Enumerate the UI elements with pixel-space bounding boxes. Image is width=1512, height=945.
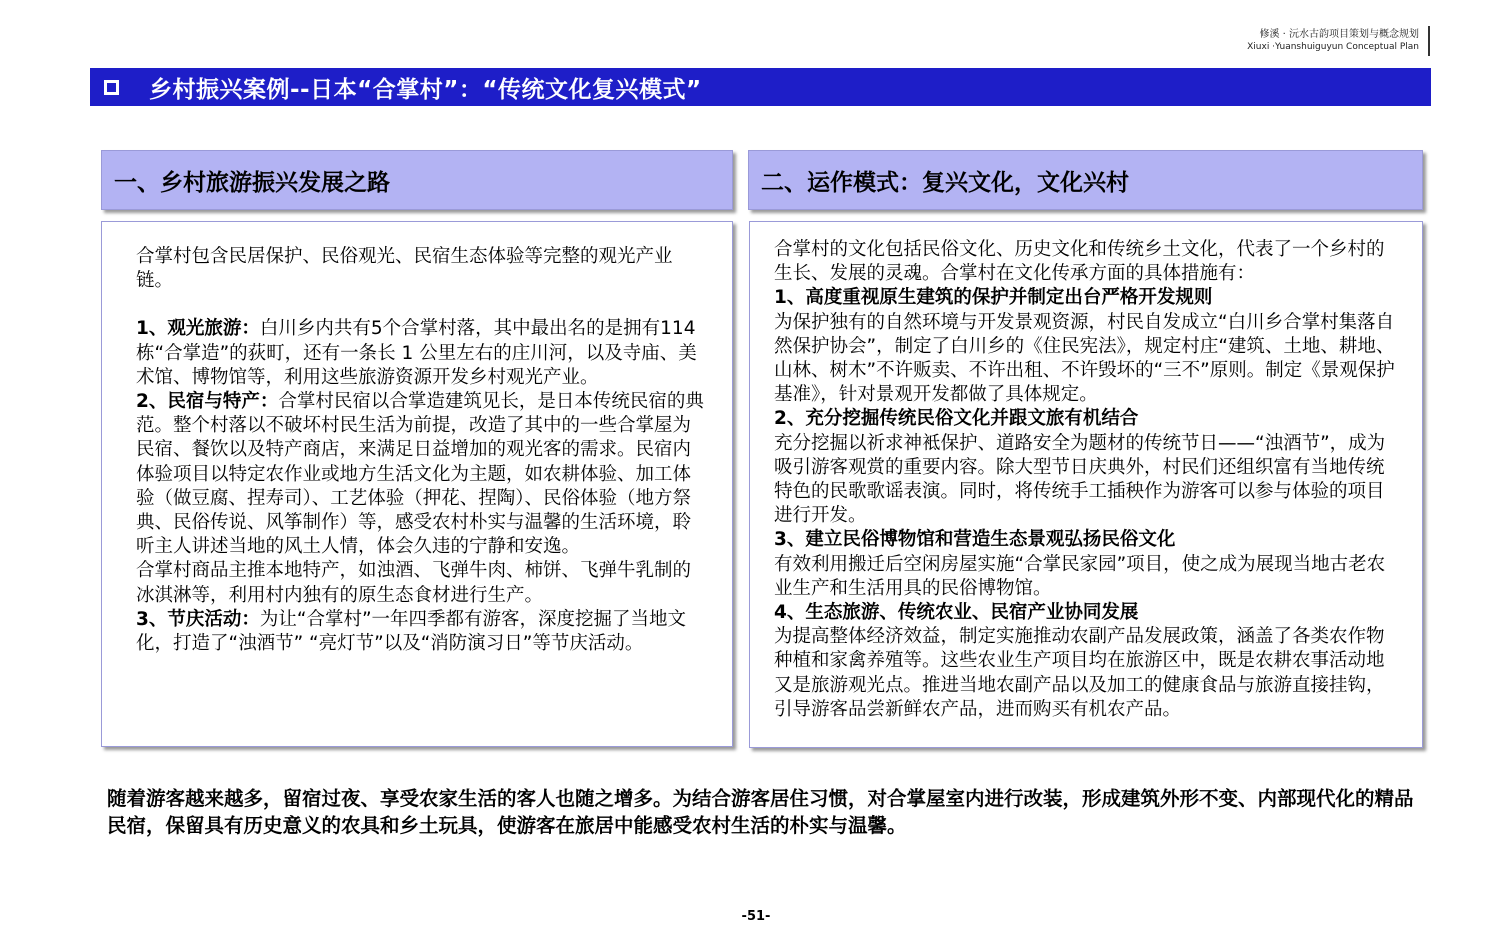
right-intro: 合掌村的文化包括民俗文化、历史文化和传统乡土文化，代表了一个乡村的生长、发展的灵魂。合掌村在文化传承方面的具体措施有： [774, 239, 1385, 285]
left-section-3 [136, 608, 704, 656]
right-s4-text: 为提高整体经济效益，制定实施推动农副产品发展政策，涵盖了各类农作物种植和家禽养殖等。这些农业生产项目均在旅游区中，既是农耕农事活动地又是旅游观光点。推进当地农副产品以及加工的健康食品与旅游直接挂钩，引导游客品尝新鲜农产品，进而购买有机农产品。 [774, 626, 1385, 720]
right-s2-title: 2、充分挖掘传统民俗文化并跟文旅有机结合 [774, 408, 1139, 430]
header-divider [1428, 26, 1430, 56]
right-s2-text: 充分挖掘以祈求神袛保护、道路安全为题材的传统节日——“浊酒节”，成为吸引游客观赏的重要内容。除大型节日庆典外，村民们还组织富有当地传统特色的民歌歌谣表演。同时，将传统手工插秧作为游客可以参与体验的项目进行开发。 [774, 432, 1386, 527]
left-s2-text: 合掌村民宿以合掌造建筑见长，是日本传统民宿的典范。整个村落以不破坏村民生活为前提，改造了其中的一些合掌屋为民宿、餐饮以及特产商店，来满足日益增加的观光客的需求。民宿内体验项目以特定农作业或地方生活文化为主题，如农耕体验、加工体验（做豆腐、捏寿司）、工艺体验（押花、捏陶）、民俗体验（地方祭典、民俗传说、风筝制作）等，感受农村朴实与温馨的生活环境，聆听主人讲述当地的风土人情，体会久违的宁静和安逸。 [136, 391, 704, 558]
left-s2-title: 2、民宿与特产： [136, 391, 279, 413]
right-heading-label: 二、运作模式：复兴文化，文化兴村 [761, 169, 1129, 196]
left-section-2 [136, 390, 704, 559]
brand-chinese: 修溪 · 沅水古韵项目策划与概念规划 [1259, 29, 1419, 40]
right-s3-text: 有效利用搬迁后空闲房屋实施“合掌民家园”项目，使之成为展现当地古老农业生产和生活用具的民俗博物馆。 [774, 553, 1386, 599]
left-section-heading [101, 150, 733, 210]
right-s1-title: 1、高度重视原生建筑的保护并制定出台严格开发规则 [774, 287, 1213, 309]
left-heading-label: 一、乡村旅游振兴发展之路 [114, 169, 390, 196]
left-intro: 合掌村包含民居保护、民俗观光、民宿生态体验等完整的观光产业链。 [136, 246, 673, 292]
right-section-heading [748, 150, 1423, 210]
spacer [136, 293, 704, 317]
left-s3-title: 3、节庆活动： [136, 608, 260, 630]
right-s4-title: 4、生态旅游、传统农业、民宿产业协同发展 [774, 602, 1139, 624]
header-brand [1247, 28, 1419, 54]
left-s3-text: 为让“合掌村”一年四季都有游客，深度挖掘了当地文化，打造了“浊酒节” “亮灯节”以及“消防演习日”等节庆活动。 [136, 608, 687, 655]
square-bullet-icon [104, 80, 119, 95]
right-s3-title: 3、建立民俗博物馆和营造生态景观弘扬民俗文化 [774, 529, 1176, 551]
left-section-2-products: 合掌村商品主推本地特产，如浊酒、飞弹牛肉、柿饼、飞弹牛乳制的冰淇淋等，利用村内独有的原生态食材进行生产。 [136, 560, 692, 606]
left-section-1 [136, 317, 704, 390]
brand-english: Xiuxi ·Yuanshuiguyun Conceptual Plan [1247, 42, 1419, 52]
right-s1-text: 为保护独有的自然环境与开发景观资源，村民自发成立“白川乡合掌村集落自然保护协会”，制定了白川乡的《住民宪法》，规定村庄“建筑、土地、耕地、山林、树木”不许贩卖、不许出租、不许毁坏的“三不”原则。制定《景观保护基准》，针对景观开发都做了具体规定。 [774, 311, 1395, 406]
left-s1-text: 白川乡内共有5个合掌村落，其中最出名的是拥有114栋“合掌造”的荻町，还有一条长 1 公里左右的庄川河，以及寺庙、美术馆、博物馆等，利用这些旅游资源开发乡村观光产业。 [136, 318, 697, 388]
left-s1-title: 1、观光旅游： [136, 318, 260, 340]
left-content-box [101, 221, 733, 747]
bottom-summary: 随着游客越来越多，留宿过夜、享受农家生活的客人也随之增多。为结合游客居住习惯，对合掌屋室内进行改装，形成建筑外形不变、内部现代化的精品民宿，保留具有历史意义的农具和乡土玩具，使游客在旅居中能感受农村生活的朴实与温馨。 [107, 787, 1414, 837]
right-content-box [749, 221, 1423, 748]
page-number: -51- [741, 909, 771, 924]
title-bar [90, 68, 1431, 106]
page-title: 乡村振兴案例--日本“合掌村”：“传统文化复兴模式” [149, 76, 702, 103]
